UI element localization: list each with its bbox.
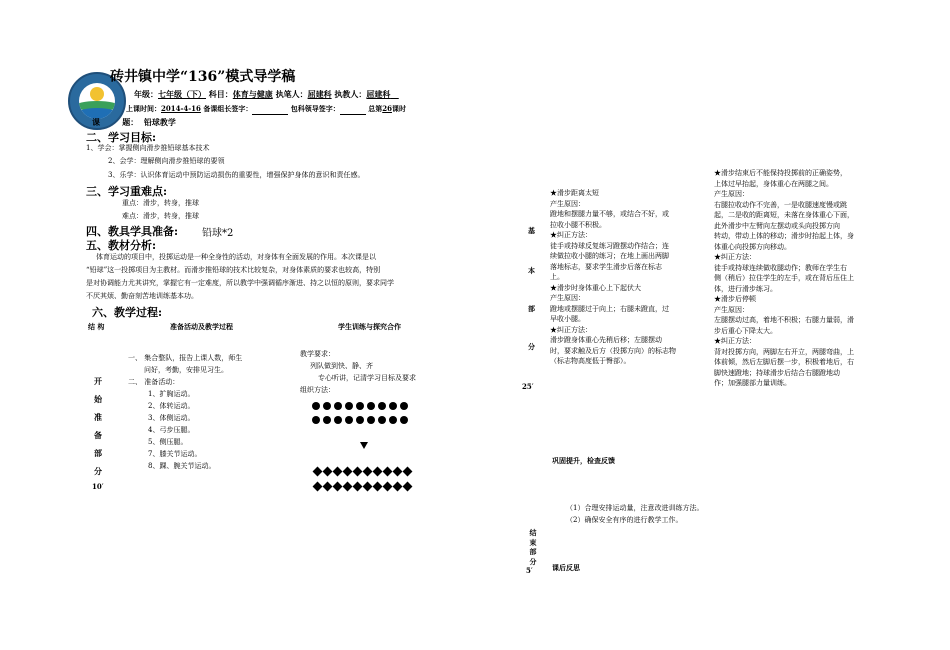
analysis-heading: 五、教材分析: (86, 239, 157, 252)
student-item: 列队做到快、静、齐 (310, 362, 373, 370)
objective-3: 3、乐学：认识体育运动中预防运动损伤的重要性，增强保护身体的意识和责任感。 (108, 171, 365, 179)
student-item: 专心听讲，记清学习目标及要求 (318, 374, 416, 382)
end-section-label: 结 束 部 分 (529, 528, 537, 566)
student-item: 教学要求： (300, 350, 335, 358)
objective-1: 1、学会：掌握侧向滑步推铅球基本技术 (86, 144, 210, 152)
prep-item: 8、踝、腕关节运动。 (148, 462, 216, 470)
col-student-header: 学生训练与探究合作 (338, 322, 401, 331)
basic-label-2: 本 (528, 266, 535, 275)
prep-item: 二、 准备活动： (128, 378, 180, 386)
class-time: 2014-4-16 (161, 104, 201, 113)
formation-row-1 (312, 402, 408, 410)
basic-errors-col-2: ★滑步结束后不能保持投掷前的正确姿势， 上体过早抬起，身体重心在两腿之间。 产生原因： 右腿拉收动作不完善，一是收腿速度慢或跳 起，二是收的距离短，未落在身体重心下面， 此外滑步中左臂向左摆动或头向投掷方向 转动，带动上体的移动；滑步时抬起上体，身 体重心向投掷方向移动。 ★纠正方法： 徒手或持球连续做收腿动作；教师在学生右 侧（稍后）拉住学生的左手，或在背后压住上 体，进行滑步练习。 ★滑步后停顿 产生原因： 左腿摆动过高，着地不积极；右腿力量弱，滑 步后重心下降太大。 ★纠正方法： 背对投掷方向，两脚左右开立，两腿弯曲，上 体前倾，然后左脚后摆一步，积极着地后，右 脚快速蹬地；持球滑步后结合右腿蹬地动 作；加强腿部力量训练。 (714, 169, 854, 387)
analysis-line-4: 不厌其烦、勤奋刻苦地训练基本功。 (86, 292, 198, 300)
student-item: 组织方法： (300, 386, 335, 394)
student-list (300, 348, 416, 396)
prep-item: 2、体转运动。 (148, 402, 195, 410)
basic-label-1: 基 (528, 226, 535, 235)
prep-item: 一、 集合整队，报告上课人数，师生 (128, 354, 243, 362)
consolidate-heading: 巩固提升，检查反馈 (552, 456, 615, 465)
end-list (566, 502, 703, 526)
start-section-label: 开 始 准 备 部 分 (94, 376, 102, 476)
col-structure-header: 结 构 (88, 322, 105, 331)
prep-item: 3、体侧运动。 (148, 414, 195, 422)
header-info: 年级：七年级（下） 科目：体育与健康 执笔人：屈建科 执教人：屈建科 (134, 89, 391, 99)
process-heading: 六、教学过程: (92, 306, 163, 319)
difficulty-text: 难点：滑步，转身，推球 (122, 212, 199, 220)
topic-value: 铅球教学 (143, 117, 176, 127)
page-title: 砖井镇中学“136”模式导学稿 (110, 69, 296, 85)
leader-sign-blank (252, 106, 288, 115)
author-value: 屈建科 (307, 89, 332, 99)
header-meta: 上课时间：2014-4-16 备课组长签字： 包科领导签字： 总第26课时 (126, 104, 406, 113)
formation-row-2 (312, 416, 408, 424)
prep-item: 问好，考勤，安排见习生。 (144, 366, 228, 374)
prep-item: 5、侧压腿。 (148, 438, 188, 446)
start-minutes: 10′ (92, 482, 104, 491)
objectives-heading: 二、学习目标: (86, 131, 157, 144)
analysis-line-1: 体育运动的项目中，投掷运动是一种全身性的活动，对身体有全面发展的作用。本次课是以 (96, 253, 376, 261)
prep-list (128, 352, 242, 472)
end-minutes: 5′ (526, 566, 533, 575)
logo-emblem-icon (79, 83, 115, 119)
reflection-heading: 课后反思 (552, 563, 580, 572)
formation-row-4 (314, 483, 411, 490)
package-sign-blank (340, 106, 366, 115)
equipment-value: 铅球*2 (202, 228, 234, 239)
formation-row-3 (314, 468, 411, 475)
basic-minutes: 25′ (522, 382, 534, 391)
equipment-heading: 四、教具学具准备: (86, 225, 179, 238)
prep-item: 1、扩胸运动。 (148, 390, 195, 398)
analysis-line-2: “铅球”这一投掷项目为主教材。而滑步推铅球的技术比较复杂，对身体素质的要求也较高，特别 (86, 266, 381, 274)
topic-row: 课 题： 铅球教学 (92, 117, 176, 127)
focus-text: 重点：滑步，转身，推球 (122, 199, 199, 207)
subject-value: 体育与健康 (232, 89, 273, 99)
end-item: （1）合理安排运动量，注意改进训练方法。 (566, 504, 704, 512)
prep-item: 4、弓步压腿。 (148, 426, 195, 434)
basic-label-4: 分 (528, 342, 535, 351)
col-prep-header: 准备活动及教学过程 (170, 322, 233, 331)
keypoints-heading: 三、学习重难点: (86, 185, 168, 198)
period-number: 26 (382, 104, 392, 113)
grade-value: 七年级（下） (158, 89, 206, 99)
objective-2: 2、会学：理解侧向滑步推铅球的要领 (108, 157, 225, 165)
teacher-value: 屈建科 (366, 89, 391, 99)
prep-item: 7、膝关节运动。 (148, 450, 202, 458)
teacher-triangle-icon (360, 442, 368, 449)
basic-label-3: 部 (528, 304, 535, 313)
basic-errors-col-1: ★滑步距离太短 产生原因： 蹬地和摆腿力量不够，或结合不好，或 拉收小腿不积极。 ★纠正方法： 徒手或持球反复练习蹬摆动作结合；连 续做拉收小腿的练习；在地上画出两脚 落地标志，要求学生滑步后落在标志 上。 ★滑步时身体重心上下起伏大 产生原因： 蹬地或摆腿过于向上；右腿未蹬直，过 早收小腿。 ★纠正方法： 滑步蹬身体重心先稍后移；左腿摆动 时，要求触及后方（投掷方向）的标志物 （标志物高度低于臀部）。 (550, 189, 676, 365)
analysis-line-3: 是对协调能力尤其讲究，掌握它有一定难度，所以教学中强调循序渐进、持之以恒的原则，要求同学 (86, 279, 394, 287)
end-item: （2）确保安全有序的进行教学工作。 (566, 516, 683, 524)
